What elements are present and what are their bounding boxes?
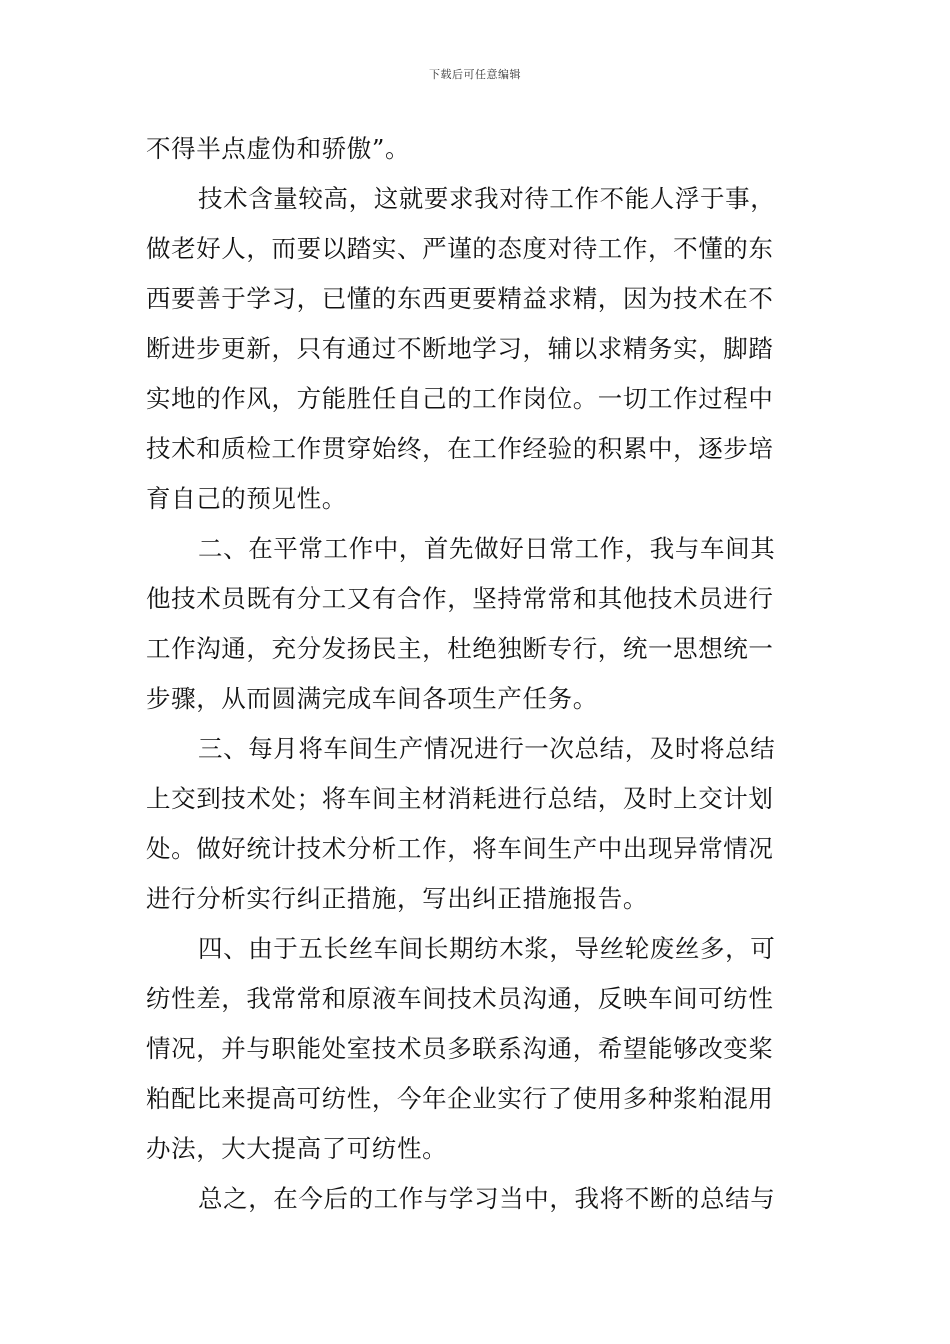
text-line: 总之，在今后的工作与学习当中，我将不断的总结与	[198, 1184, 776, 1213]
text-line: 步骤，从而圆满完成车间各项生产任务。	[146, 684, 598, 713]
text-line: 做老好人，而要以踏实、严谨的态度对待工作，不懂的东	[146, 234, 774, 263]
text-line: 他技术员既有分工又有合作，坚持常常和其他技术员进行	[146, 584, 774, 613]
text-line: 育自己的预见性。	[146, 484, 347, 513]
text-line: 不得半点虚伪和骄傲”。	[146, 134, 411, 163]
text-line: 四、由于五长丝车间长期纺木浆，导丝轮废丝多，可	[198, 934, 776, 963]
text-line: 办法，大大提高了可纺性。	[146, 1134, 448, 1163]
text-line: 断进步更新，只有通过不断地学习，辅以求精务实，脚踏	[146, 334, 774, 363]
text-line: 技术含量较高，这就要求我对待工作不能人浮于事，	[198, 184, 776, 213]
text-line: 粕配比来提高可纺性，今年企业实行了使用多种浆粕混用	[146, 1084, 774, 1113]
text-line: 实地的作风，方能胜任自己的工作岗位。一切工作过程中	[146, 384, 774, 413]
text-line: 三、每月将车间生产情况进行一次总结，及时将总结	[198, 734, 776, 763]
text-line: 纺性差，我常常和原液车间技术员沟通，反映车间可纺性	[146, 984, 774, 1013]
text-line: 上交到技术处；将车间主材消耗进行总结，及时上交计划	[146, 784, 774, 813]
text-line: 进行分析实行纠正措施，写出纠正措施报告。	[146, 884, 648, 913]
text-line: 西要善于学习，已懂的东西更要精益求精，因为技术在不	[146, 284, 774, 313]
text-line: 情况，并与职能处室技术员多联系沟通，希望能够改变桨	[146, 1034, 774, 1063]
text-line: 工作沟通，充分发扬民主，杜绝独断专行，统一思想统一	[146, 634, 774, 663]
text-line: 处。做好统计技术分析工作，将车间生产中出现异常情况	[146, 834, 774, 863]
page-header: 下载后可任意编辑	[429, 68, 521, 81]
text-line: 技术和质检工作贯穿始终，在工作经验的积累中，逐步培	[146, 434, 774, 463]
text-line: 二、在平常工作中，首先做好日常工作，我与车间其	[198, 534, 776, 563]
document-body	[146, 124, 812, 1224]
